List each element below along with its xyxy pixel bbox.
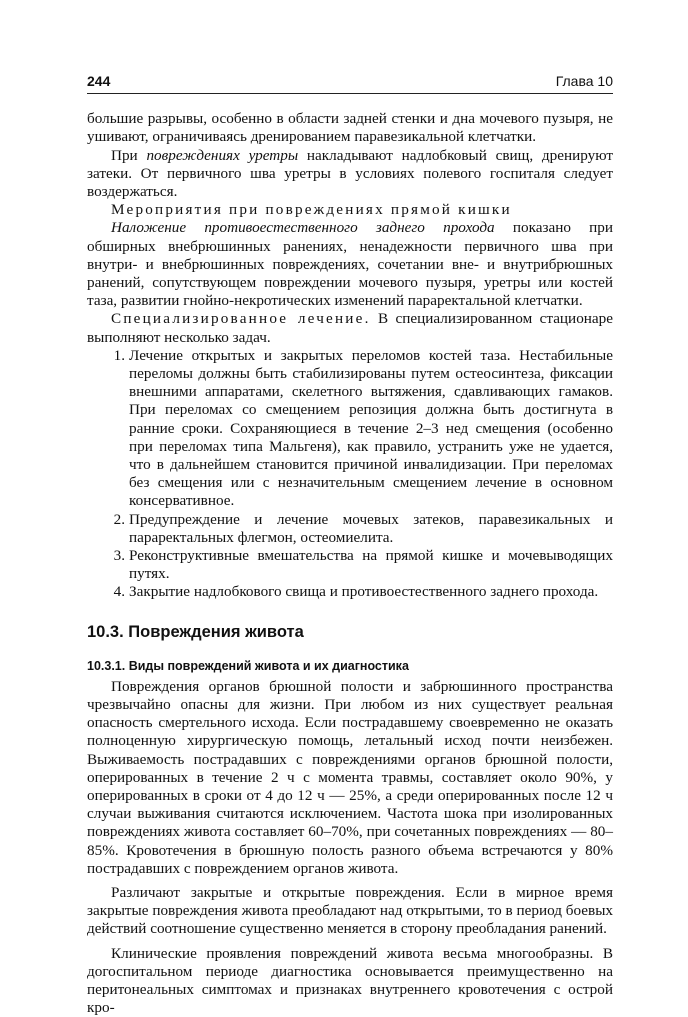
subsection-title: 10.3.1. Виды повреждений живота и их диагностика <box>87 658 409 673</box>
list-item <box>87 583 613 601</box>
chapter-label: Глава 10 <box>555 73 613 89</box>
list-item-number: 1. <box>113 346 125 364</box>
paragraph-specialized: Специализированное лечение. В специализированном стационаре выполняют несколько задач. <box>87 310 613 346</box>
list-item <box>87 347 613 511</box>
list-item <box>87 547 613 583</box>
list-item-number: 4. <box>113 583 125 601</box>
list-item-text: Предупреждение и лечение мочевых затеков, паравезикальных и параректальных флегмон, остеомиелита. <box>129 510 613 546</box>
rectum-heading: Мероприятия при повреждениях прямой кишки <box>111 201 512 219</box>
list-item-number: 3. <box>113 547 125 565</box>
paragraph-bladder-continued: большие разрывы, особенно в области задней стенки и дна мочевого пузыря, не ушивают, ограничиваясь дренированием паравезикальной клетчатки. <box>87 110 613 146</box>
section-title: 10.3. Повреждения живота <box>87 622 304 641</box>
list-item-text: Лечение открытых и закрытых переломов костей таза. Нестабильные переломы должны быть стабилизированы путем остеосинтеза, фиксации внешними аппаратами, скелетного вытяжения, сдавливающих гамаков. При переломах со смещением репозиция должна быть достигнута в ранние сроки. Сохраняющиеся в течение 2–3 нед смещения (особенно при переломах типа Мальгеня), как правило, устранить уже не удается, что в дальнейшем становится причиной инвалидизации. При переломах без смещения или с незначительным смещением лечение в основном консервативное. <box>129 346 613 510</box>
running-header <box>87 72 613 94</box>
list-item-text: Закрытие надлобкового свища и противоестественного заднего прохода. <box>129 583 599 601</box>
book-page <box>87 72 613 1017</box>
paragraph-urethra: При повреждениях уретры накладывают надлобковый свищ, дренируют затеки. От первичного шва уретры в условиях полевого госпиталя следует воздержаться. <box>87 146 613 201</box>
paragraph-colostomy: Наложение противоестественного заднего прохода показано при обширных внебрюшинных ранениях, ненадежности первичного шва при внутри- и внебрюшинных повреждениях, сочетании вне- и внутрибрюшных ранений, сопутствующем повреждении мочевого пузыря, уретры или костей таза, развитии гнойно-некротических изменений параректальной клетчатки. <box>87 219 613 310</box>
emphasis-colostomy: Наложение противоестественного заднего прохода <box>111 219 495 237</box>
paragraph-abdominal-danger: Повреждения органов брюшной полости и забрюшинного пространства чрезвычайно опасны для жизни. При любом из них существует реальная опасность смертельного исхода. Если пострадавшему своевременно не оказать полноценную хирургическую помощь, летальный исход почти неизбежен. Выживаемость пострадавших с повреждениями органов брюшной полости, оперированных в течение 2 ч с момента травмы, составляет около 90%, у оперированных в сроки от 4 до 12 ч — 25%, а среди оперированных после 12 ч случаи выживания считаются исключением. Частота шока при изолированных повреждениях живота составляет 60–70%, при сочетанных повреждениях — 80–85%. Кровотечения в брюшную полость разного объема встречаются у 80% пострадавших с повреждением органов живота. <box>87 677 613 877</box>
body-text <box>87 110 613 1017</box>
list-item <box>87 511 613 547</box>
page-number: 244 <box>87 73 111 89</box>
emphasis-urethra: повреждениях уретры <box>146 146 299 164</box>
paragraph-clinical: Клинические проявления повреждений живота весьма многообразны. В догоспитальном периоде диагностика основывается преимущественно на перитонеальных симптомах и признаках внутреннего кровотечения с острой кро- <box>87 944 613 1017</box>
list-item-text: Реконструктивные вмешательства на прямой кишке и мочевыводящих путях. <box>129 547 613 583</box>
task-list <box>87 347 613 602</box>
specialized-heading: Специализированное лечение. <box>111 310 371 328</box>
list-item-number: 2. <box>113 510 125 528</box>
paragraph-closed-open: Различают закрытые и открытые повреждения. Если в мирное время закрытые повреждения живота преобладают над открытыми, то в период боевых действий соотношение существенно меняется в сторону преобладания ранений. <box>87 883 613 938</box>
